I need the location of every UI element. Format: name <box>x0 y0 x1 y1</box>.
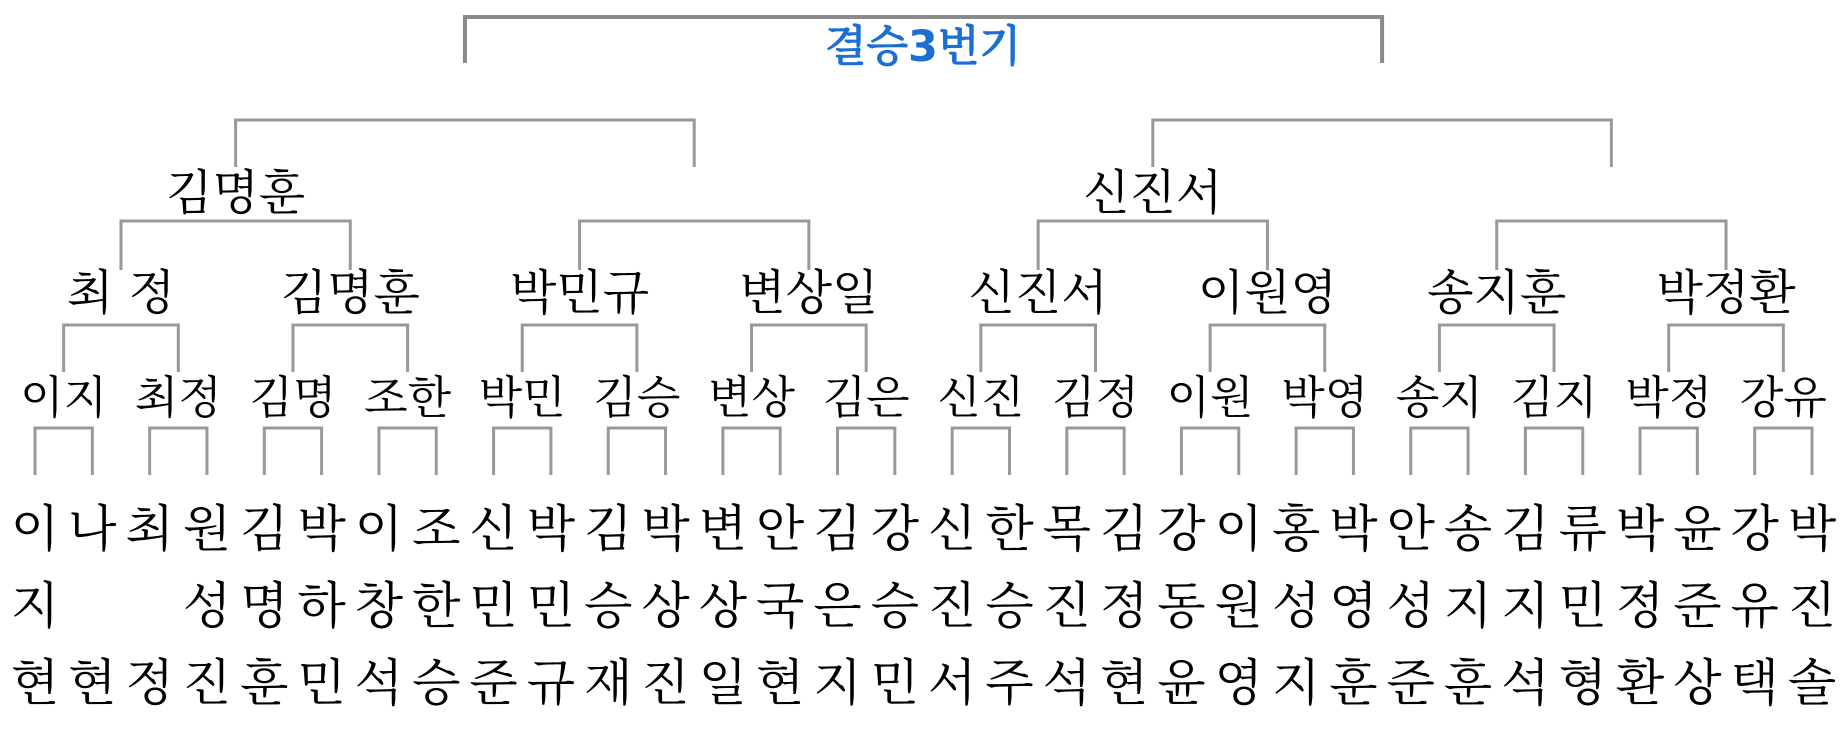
bracket-line <box>1669 325 1784 372</box>
player-name-char: 훈 <box>240 654 289 712</box>
bracket-line <box>1296 428 1353 475</box>
player-name <box>1043 500 1091 731</box>
player-name-char: 준 <box>1386 654 1435 712</box>
bracket-line <box>608 428 665 475</box>
bracket-line <box>1181 428 1238 475</box>
player-name-char: 강 <box>870 500 919 558</box>
player-name-char: 명 <box>240 577 289 635</box>
r32-winner-label: 김승 <box>593 371 681 424</box>
player-name-char: 홍 <box>1271 500 1321 558</box>
player-name-char: 신 <box>928 500 977 558</box>
player-name-char: 김 <box>240 500 289 558</box>
player-name <box>756 500 804 731</box>
player-name-char: 박 <box>297 500 346 558</box>
player-name-char: 지 <box>10 577 60 635</box>
r16-winner-label: 신진서 <box>968 265 1108 321</box>
player-name <box>985 500 1033 731</box>
player-name <box>1387 500 1435 731</box>
player-name <box>813 500 861 731</box>
player-name <box>68 500 116 731</box>
player-name <box>1272 500 1320 731</box>
r32-winner-label: 송지 <box>1395 371 1483 424</box>
bracket-line <box>1067 428 1124 475</box>
player-name <box>641 500 689 731</box>
player-name-char: 박 <box>526 500 576 558</box>
player-name <box>928 500 976 731</box>
player-name-char: 은 <box>813 577 862 635</box>
bracket-line <box>1210 325 1325 372</box>
bracket-line <box>1038 221 1267 270</box>
player-name-char: 민 <box>297 654 346 712</box>
player-name <box>1673 500 1721 731</box>
player-name-char: 박 <box>641 500 690 558</box>
bracket-line <box>264 428 321 475</box>
r32-winner-label: 김명 <box>249 371 337 424</box>
player-name-char: 박 <box>1787 500 1837 558</box>
player-name-char: 현 <box>68 654 117 712</box>
bracket-line <box>64 325 179 372</box>
player-name <box>527 500 575 731</box>
bracket-line <box>838 428 895 475</box>
player-name-char: 석 <box>1042 654 1091 712</box>
bracket-line <box>522 325 637 372</box>
bracket-line <box>121 221 350 270</box>
player-name-char: 규 <box>526 654 576 712</box>
player-name-char: 훈 <box>1443 654 1493 712</box>
player-name-char: 민 <box>1558 577 1607 635</box>
player-name-char: 창 <box>354 577 404 635</box>
r16-winner-label: 박정환 <box>1656 265 1796 321</box>
player-name-char: 영 <box>1214 654 1263 712</box>
player-name-char: 원 <box>182 500 232 558</box>
r16-winner-label: 김명훈 <box>280 265 420 321</box>
player-name-char: 승 <box>412 654 461 712</box>
player-name-char: 한 <box>985 500 1034 558</box>
player-name-char: 지 <box>813 654 862 712</box>
player-name-char: 원 <box>1214 577 1263 635</box>
player-name-char: 정 <box>1099 577 1149 635</box>
player-name-char: 일 <box>698 654 748 712</box>
r32-winner-label: 강유 <box>1739 371 1827 424</box>
player-name-char: 환 <box>1615 654 1665 712</box>
r32-winner-label: 김정 <box>1051 371 1139 424</box>
player-name-char: 윤 <box>1673 500 1722 558</box>
player-name <box>1616 500 1664 731</box>
player-name-char: 김 <box>1501 500 1550 558</box>
r32-winner-label: 이지 <box>20 371 108 424</box>
bracket-line <box>752 325 867 372</box>
player-name-char: 김 <box>813 500 862 558</box>
player-name-char: 석 <box>1501 654 1550 712</box>
player-name-char: 지 <box>1501 577 1550 635</box>
player-name-char: 석 <box>354 654 404 712</box>
r32-winner-label: 변상 <box>708 371 796 424</box>
player-name-char: 형 <box>1558 654 1607 712</box>
r32-winner-label: 박정 <box>1625 371 1713 424</box>
player-name-char: 상 <box>641 577 690 635</box>
player-name-char: 진 <box>1787 577 1837 635</box>
player-name-char: 박 <box>1329 500 1378 558</box>
bracket-line <box>1411 428 1468 475</box>
player-name-char: 윤 <box>1157 654 1206 712</box>
player-name <box>1215 500 1263 731</box>
player-name-char: 민 <box>870 654 919 712</box>
bracket-line <box>236 120 695 167</box>
player-name-char: 서 <box>928 654 977 712</box>
player-name <box>125 500 173 731</box>
player-name-char: 김 <box>584 500 633 558</box>
r32-winner-label: 박민 <box>478 371 566 424</box>
player-name-char: 안 <box>1386 500 1435 558</box>
player-name-char: 안 <box>756 500 805 558</box>
bracket-line <box>580 221 809 270</box>
bracket-line <box>952 428 1009 475</box>
r32-winner-label: 박영 <box>1281 371 1369 424</box>
player-name-char: 이 <box>10 500 60 558</box>
player-name-char: 이 <box>1214 500 1263 558</box>
player-name-char: 현 <box>756 654 805 712</box>
player-name <box>1501 500 1549 731</box>
player-name <box>11 500 59 731</box>
player-name-char: 솔 <box>1787 654 1837 712</box>
player-name-char: 상 <box>698 577 748 635</box>
player-name <box>1329 500 1377 731</box>
player-name <box>1444 500 1492 731</box>
player-name-char: 성 <box>182 577 232 635</box>
bracket-line <box>293 325 408 372</box>
player-name-char <box>125 577 173 654</box>
player-name-char: 김 <box>1099 500 1149 558</box>
r32-winner-label: 최정 <box>134 371 222 424</box>
bracket-line <box>379 428 436 475</box>
player-name-char: 영 <box>1329 577 1378 635</box>
player-name-char: 지 <box>1271 654 1321 712</box>
bracket-line <box>150 428 207 475</box>
player-name-char: 박 <box>1615 500 1665 558</box>
player-name-char: 진 <box>641 654 690 712</box>
player-name-char: 조 <box>412 500 461 558</box>
player-name <box>1731 500 1779 731</box>
bracket-line <box>723 428 780 475</box>
player-name-char: 준 <box>469 654 518 712</box>
player-name-char: 현 <box>10 654 60 712</box>
player-name-char: 목 <box>1042 500 1091 558</box>
player-name <box>355 500 403 731</box>
player-name-char: 훈 <box>1329 654 1378 712</box>
player-name <box>699 500 747 731</box>
player-name <box>297 500 345 731</box>
player-name <box>183 500 231 731</box>
bracket-line <box>1640 428 1697 475</box>
player-name-char: 택 <box>1730 654 1779 712</box>
player-name <box>871 500 919 731</box>
player-name-char: 재 <box>584 654 633 712</box>
r32-winner-label: 신진 <box>937 371 1025 424</box>
player-name-char: 성 <box>1271 577 1321 635</box>
player-name-char: 변 <box>698 500 748 558</box>
player-name-char: 류 <box>1558 500 1607 558</box>
bracket-line <box>1525 428 1582 475</box>
r16-winner-label: 변상일 <box>739 265 879 321</box>
player-name-char: 승 <box>870 577 919 635</box>
r16-winner-label: 최 정 <box>66 265 175 321</box>
r16-winner-label: 송지훈 <box>1427 265 1567 321</box>
player-name-char: 지 <box>1443 577 1493 635</box>
player-name <box>1157 500 1205 731</box>
bracket-line <box>35 428 92 475</box>
player-name-char: 주 <box>985 654 1034 712</box>
player-name-char: 진 <box>1042 577 1091 635</box>
bracket-line <box>1755 428 1812 475</box>
player-name-char: 최 <box>125 500 174 558</box>
r32-winner-label: 조한 <box>364 371 452 424</box>
player-name-char: 정 <box>1615 577 1665 635</box>
player-name-char: 민 <box>469 577 518 635</box>
player-name-char: 민 <box>526 577 576 635</box>
player-name <box>1788 500 1836 731</box>
player-name-char: 강 <box>1730 500 1779 558</box>
player-name-char: 준 <box>1673 577 1722 635</box>
player-name-char: 나 <box>68 500 117 558</box>
player-name-char: 상 <box>1673 654 1722 712</box>
player-name-char: 국 <box>756 577 805 635</box>
r16-winner-label: 이원영 <box>1197 265 1337 321</box>
r32-winner-label: 이원 <box>1166 371 1254 424</box>
player-name <box>412 500 460 731</box>
r32-winner-label: 김지 <box>1510 371 1598 424</box>
player-name-char: 강 <box>1157 500 1206 558</box>
bracket-line <box>1439 325 1554 372</box>
player-name-char: 신 <box>469 500 518 558</box>
player-name-char: 이 <box>354 500 404 558</box>
qf-winner-label: 신진서 <box>1083 165 1223 221</box>
r32-winner-label: 김은 <box>822 371 910 424</box>
bracket-line <box>1497 221 1726 270</box>
player-name-char: 동 <box>1157 577 1206 635</box>
player-name <box>469 500 517 731</box>
player-name-char: 정 <box>125 654 174 712</box>
bracket-line <box>1153 120 1612 167</box>
player-name-char: 진 <box>182 654 232 712</box>
player-name-char: 송 <box>1443 500 1493 558</box>
bracket-line <box>494 428 551 475</box>
qf-winner-label: 김명훈 <box>166 165 306 221</box>
player-name-char: 승 <box>584 577 633 635</box>
player-name-char: 성 <box>1386 577 1435 635</box>
player-name <box>584 500 632 731</box>
final-match-label: 결승3번기 <box>824 22 1022 72</box>
player-name-char: 유 <box>1730 577 1779 635</box>
player-name-char: 진 <box>928 577 977 635</box>
r16-winner-label: 박민규 <box>510 265 650 321</box>
player-name-char: 승 <box>985 577 1034 635</box>
player-name <box>1100 500 1148 731</box>
player-name-char <box>68 577 116 654</box>
player-name <box>1559 500 1607 731</box>
player-name-char: 현 <box>1099 654 1149 712</box>
player-name <box>240 500 288 731</box>
player-name-char: 하 <box>297 577 346 635</box>
bracket-line <box>981 325 1096 372</box>
player-name-char: 한 <box>412 577 461 635</box>
